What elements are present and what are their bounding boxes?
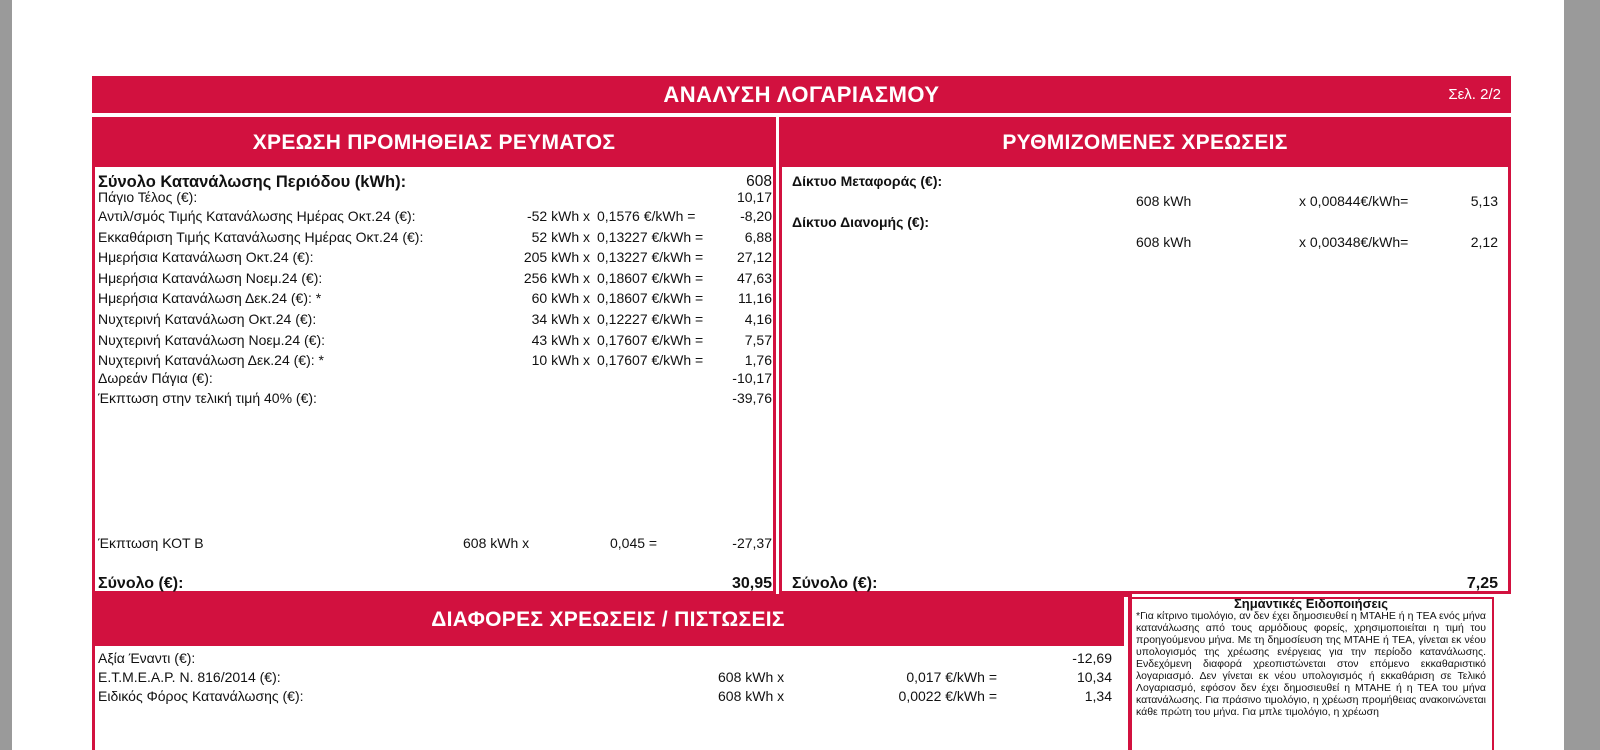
distribution-network-label: Δίκτυο Διανομής (€): [792, 214, 930, 230]
supply-line-rate: 0,13227 €/kWh = [597, 228, 704, 245]
supply-line-qty: 43 kWh x [531, 331, 590, 348]
supply-total-value: 30,95 [731, 575, 772, 592]
total-consumption-label: Σύνολο Κατανάλωσης Περιόδου (kWh): [98, 173, 407, 191]
supply-line-label: Πάγιο Τέλος (€): [98, 189, 198, 205]
supply-line-label: Ημερήσια Κατανάλωση Οκτ.24 (€): [98, 249, 314, 266]
supply-line-rate: 0,12227 €/kWh = [597, 311, 704, 327]
etmear-rate: 0,017 €/kWh = [906, 669, 997, 685]
kot-discount-amount: -27,37 [732, 535, 772, 551]
distribution-network-amount: 2,12 [1470, 234, 1498, 250]
misc-header: ΔΙΑΦΟΡΕΣ ΧΡΕΩΣΕΙΣ / ΠΙΣΤΩΣΕΙΣ [92, 594, 1124, 646]
etmear-amount: 10,34 [1076, 669, 1112, 685]
transmission-network-rate: x 0,00844€/kWh= [1299, 193, 1409, 209]
supply-line-qty: 52 kWh x [531, 228, 590, 245]
etmear-qty: 608 kWh x [718, 669, 785, 685]
supply-header: ΧΡΕΩΣΗ ΠΡΟΜΗΘΕΙΑΣ ΡΕΥΜΑΤΟΣ [92, 119, 776, 167]
supply-line-label: Εκκαθάριση Τιμής Κατανάλωσης Ημέρας Οκτ.24 (€): [98, 228, 424, 245]
supply-line-rate: 0,1576 €/kWh = [597, 208, 696, 224]
kot-discount-qty: 608 kWh x [463, 535, 530, 551]
etmear-label: Ε.Τ.Μ.Ε.Α.Ρ. Ν. 816/2014 (€): [98, 669, 281, 685]
supply-line-qty: 34 kWh x [531, 311, 590, 327]
kot-discount-label: Έκπτωση ΚΟΤ Β [98, 535, 204, 551]
notices-title: Σημαντικές Ειδοποιήσεις [1233, 597, 1389, 611]
special-consumption-tax-qty: 608 kWh x [718, 688, 785, 704]
regulated-total-value: 7,25 [1466, 575, 1498, 592]
supply-total-label: Σύνολο (€): [98, 575, 184, 592]
supply-line-rate: 0,17607 €/kWh = [597, 331, 704, 348]
kot-discount-rate: 0,045 = [610, 535, 658, 551]
transmission-network-label: Δίκτυο Μεταφοράς (€): [792, 173, 943, 189]
supply-line-label: Νυχτερινή Κατανάλωση Οκτ.24 (€): [98, 311, 317, 327]
transmission-network-qty: 608 kWh [1136, 193, 1192, 209]
distribution-network-rate: x 0,00348€/kWh= [1299, 234, 1409, 250]
supply-line-rate: 0,18607 €/kWh = [597, 269, 704, 286]
advance-payment-amount: -12,69 [1072, 650, 1112, 666]
special-consumption-tax-amount: 1,34 [1084, 688, 1112, 704]
total-consumption-value: 608 [746, 173, 772, 190]
regulated-total-label: Σύνολο (€): [792, 575, 878, 592]
supply-line-amount: 11,16 [738, 290, 772, 307]
supply-line-amount: -39,76 [732, 390, 772, 406]
supply-line-label: Ημερήσια Κατανάλωση Δεκ.24 (€): * [98, 290, 322, 307]
transmission-network-amount: 5,13 [1470, 193, 1498, 209]
banner-title: ΑΝΑΛΥΣΗ ΛΟΓΑΡΙΑΣΜΟΥ [663, 81, 940, 107]
supply-line-amount: 10,17 [736, 189, 772, 205]
supply-line-qty: 60 kWh x [531, 290, 590, 307]
supply-line-amount: 1,76 [744, 352, 772, 369]
notices-text: *Για κίτρινο τιμολόγιο, αν δεν έχει δημοσιευθεί η ΜΤΑΗΕ ή η ΤΕΑ ενός μήνα κατανάλωσης από τους αρμόδιους φορείς, χρησιμοποιείται η τιμή του προηγούμενου μήνα. Με τη δημοσίευση της ΜΤΑΗΕ ή ΤΕΑ, γίνεται εκ νέου υπολογισμός της χρέωσης ενέργειας για την περίοδο κατανάλωσης. Ενδεχόμενη διαφορά χρεοπιστώνεται στον επόμενο εκκαθαριστικό λογαριασμό. Δεν γίνεται εκ νέου υπολογισμός ή εκκαθάριση σε Τελικό Λογαριασμό, εφόσον δεν έχει δημοσιευθεί η ΜΤΑΗΕ ή η ΤΕΑ του μήνα κατανάλωσης. Για πράσινο τιμολόγιο, η χρέωση προμήθειας ανακοινώνεται κάθε πρώτη του μήνα. Για μπλε τιμολόγιο, η χρέωση [1136, 610, 1486, 718]
advance-payment-label: Αξία Έναντι (€): [98, 650, 196, 666]
supply-line-label: Νυχτερινή Κατανάλωση Νοεμ.24 (€): [98, 331, 326, 348]
supply-line-amount: 6,88 [744, 228, 772, 245]
supply-line-amount: -8,20 [740, 208, 772, 224]
supply-line-amount: 7,57 [744, 331, 772, 348]
supply-line-amount: -10,17 [732, 370, 772, 386]
supply-line-rate: 0,18607 €/kWh = [597, 290, 704, 307]
supply-line-qty: 10 kWh x [531, 352, 590, 369]
supply-line-amount: 47,63 [736, 269, 772, 286]
supply-line-qty: -52 kWh x [526, 208, 590, 224]
supply-line-label: Δωρεάν Πάγια (€): [98, 370, 213, 386]
supply-line-label: Έκπτωση στην τελική τιμή 40% (€): [98, 390, 317, 406]
distribution-network-qty: 608 kWh [1136, 234, 1192, 250]
supply-line-qty: 205 kWh x [523, 249, 590, 266]
regulated-header: ΡΥΘΜΙΖΟΜΕΝΕΣ ΧΡΕΩΣΕΙΣ [779, 119, 1511, 167]
supply-line-amount: 27,12 [736, 249, 772, 266]
supply-line-label: Ημερήσια Κατανάλωση Νοεμ.24 (€): [98, 269, 323, 286]
supply-line-rate: 0,17607 €/kWh = [597, 352, 704, 369]
supply-line-qty: 256 kWh x [523, 269, 590, 286]
bill-page [12, 0, 1564, 750]
supply-line-rate: 0,13227 €/kWh = [597, 249, 704, 266]
supply-line-label: Νυχτερινή Κατανάλωση Δεκ.24 (€): * [98, 352, 324, 369]
bill-analysis-banner [92, 76, 1511, 113]
supply-line-label: Αντιλ/σμός Τιμής Κατανάλωσης Ημέρας Οκτ.24 (€): [98, 208, 416, 224]
page-number: Σελ. 2/2 [1448, 86, 1501, 103]
important-notices-box [1128, 597, 1494, 750]
special-consumption-tax-label: Ειδικός Φόρος Κατανάλωσης (€): [98, 688, 304, 704]
special-consumption-tax-rate: 0,0022 €/kWh = [898, 688, 997, 704]
supply-line-amount: 4,16 [744, 311, 772, 327]
